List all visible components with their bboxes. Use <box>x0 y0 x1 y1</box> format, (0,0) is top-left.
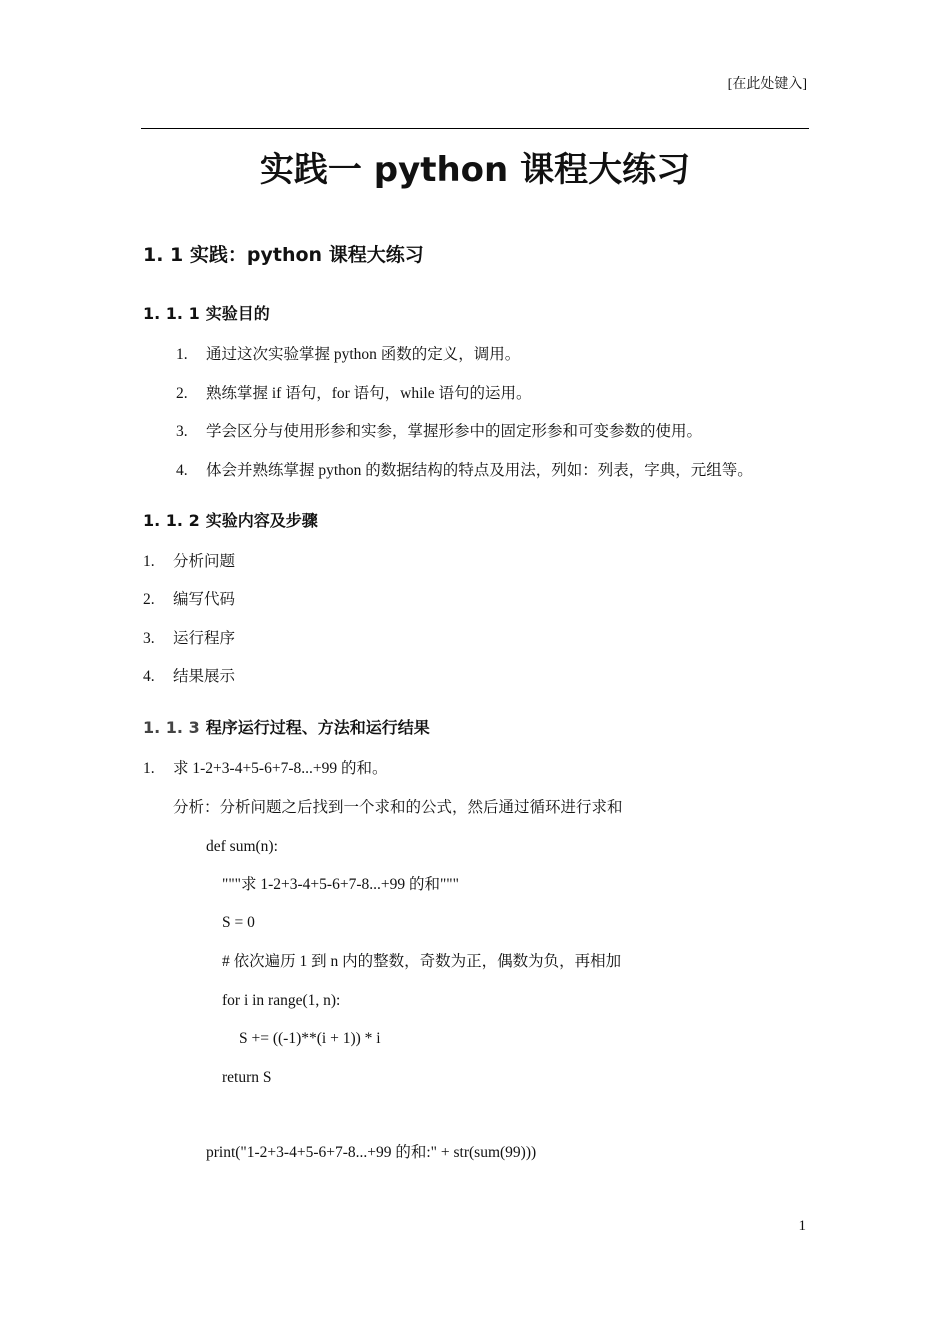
subsection-number: 1. 1. 3 <box>143 718 200 737</box>
subsection-heading-objectives <box>143 302 270 326</box>
subsection-title: 程序运行过程、方法和运行结果 <box>205 718 430 737</box>
list-item-number: 1. <box>176 346 188 363</box>
task-item <box>143 757 388 781</box>
page-number: 1 <box>798 1218 806 1234</box>
header-rule <box>141 128 809 129</box>
list-item <box>176 459 753 483</box>
section-number: 1. 1 <box>143 244 184 266</box>
subsection-heading-results <box>143 716 430 740</box>
subsection-heading-steps <box>143 509 318 533</box>
section-title: 实践：python 课程大练习 <box>189 244 424 266</box>
analysis-paragraph: 分析：分析问题之后找到一个求和的公式，然后通过循环进行求和 <box>173 799 623 816</box>
list-item-number: 4. <box>143 668 155 685</box>
list-item <box>176 420 702 444</box>
list-item-text: 编写代码 <box>173 591 236 608</box>
list-item-text: 熟练掌握 if 语句，for 语句，while 语句的运用。 <box>206 385 532 402</box>
code-line: S = 0 <box>222 914 255 931</box>
list-item-number: 1. <box>143 553 155 570</box>
list-item-text: 结果展示 <box>173 668 236 685</box>
list-item-text: 运行程序 <box>173 630 236 647</box>
section-heading <box>143 240 424 270</box>
task-number: 1. <box>143 760 155 777</box>
list-item <box>143 665 235 689</box>
list-item <box>143 627 235 651</box>
code-line: print("1-2+3-4+5-6+7-8...+99 的和:" + str(sum(99))) <box>206 1144 537 1161</box>
list-item <box>176 382 531 406</box>
task-text: 求 1-2+3-4+5-6+7-8...+99 的和。 <box>173 760 388 777</box>
list-item-text: 学会区分与使用形参和实参，掌握形参中的固定形参和可变参数的使用。 <box>206 423 703 440</box>
list-item-text: 体会并熟练掌握 python 的数据结构的特点及用法，列如：列表，字典，元组等。 <box>206 462 753 479</box>
list-item <box>143 588 235 612</box>
list-item-number: 2. <box>143 591 155 608</box>
header-note: [在此处键入] <box>727 77 807 92</box>
list-item-text: 分析问题 <box>173 553 236 570</box>
code-line: for i in range(1, n): <box>222 992 341 1009</box>
subsection-title: 实验目的 <box>205 304 270 323</box>
list-item-number: 2. <box>176 385 188 402</box>
subsection-number: 1. 1. 1 <box>143 304 200 323</box>
list-item-number: 3. <box>176 423 188 440</box>
subsection-number: 1. 1. 2 <box>143 511 200 530</box>
list-item-text: 通过这次实验掌握 python 函数的定义，调用。 <box>206 346 521 363</box>
list-item <box>143 550 235 574</box>
document-title: 实践一 python 课程大练习 <box>259 150 691 190</box>
code-line: def sum(n): <box>206 838 278 855</box>
list-item-number: 3. <box>143 630 155 647</box>
code-line: return S <box>222 1069 272 1086</box>
code-line: S += ((-1)**(i + 1)) * i <box>239 1030 381 1047</box>
code-comment-line: # 依次遍历 1 到 n 内的整数，奇数为正，偶数为负，再相加 <box>222 953 622 970</box>
list-item-number: 4. <box>176 462 188 479</box>
code-line: """求 1-2+3-4+5-6+7-8...+99 的和""" <box>222 876 459 893</box>
list-item <box>176 343 520 367</box>
subsection-title: 实验内容及步骤 <box>205 511 318 530</box>
